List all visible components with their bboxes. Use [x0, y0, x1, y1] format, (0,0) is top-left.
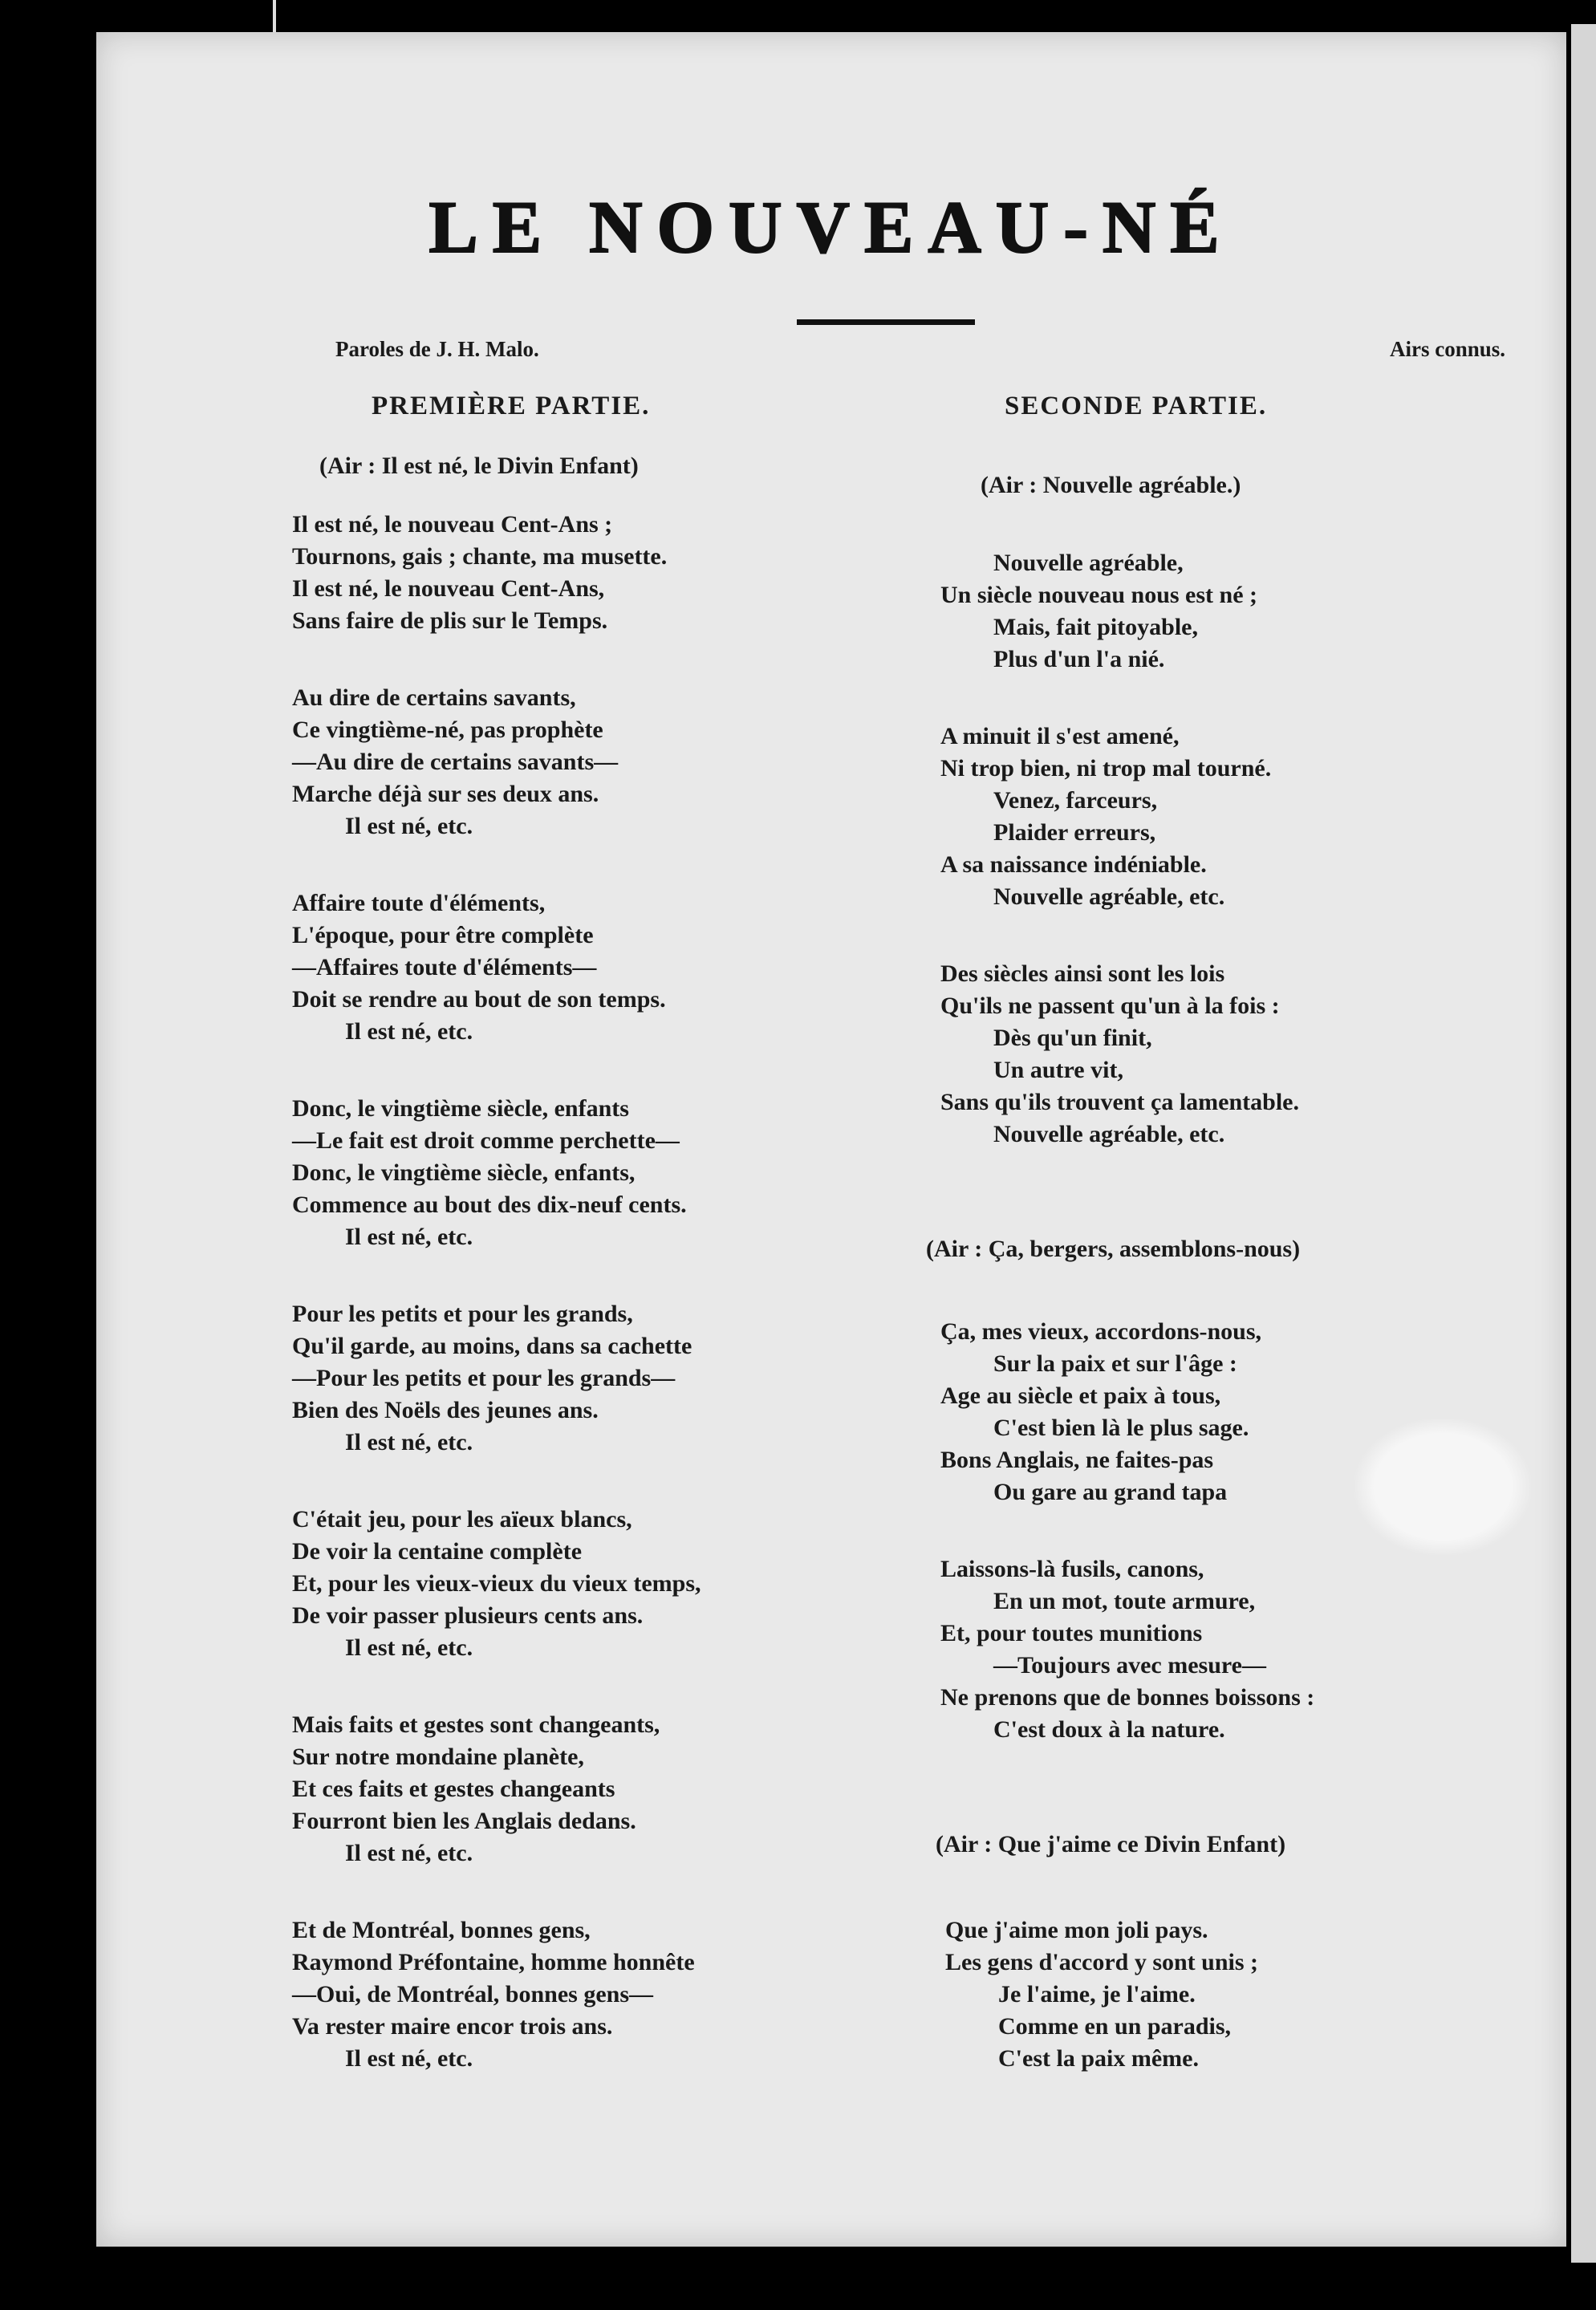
lyric-line: L'époque, pour être complète — [292, 922, 594, 948]
lyric-line: Que j'aime mon joli pays. — [945, 1917, 1208, 1943]
lyric-line: Nouvelle agréable, etc. — [993, 1121, 1225, 1147]
lyric-line: Marche déjà sur ses deux ans. — [292, 781, 599, 807]
lyric-line: Ni trop bien, ni trop mal tourné. — [940, 755, 1272, 782]
lyric-line: Qu'il garde, au moins, dans sa cachette — [292, 1333, 692, 1359]
lyric-line: Les gens d'accord y sont unis ; — [945, 1949, 1259, 1975]
lyric-line: Comme en un paradis, — [998, 2013, 1232, 2040]
lyric-line: Laissons-là fusils, canons, — [940, 1556, 1204, 1582]
lyric-line: —Toujours avec mesure— — [993, 1652, 1266, 1679]
lyric-line: —Affaires toute d'éléments— — [292, 954, 597, 980]
lyric-line: C'était jeu, pour les aïeux blancs, — [292, 1506, 632, 1533]
part2-air-1: (Air : Nouvelle agréable.) — [981, 472, 1241, 498]
stanza-gap — [292, 1664, 701, 1709]
stanza-gap — [940, 1508, 1314, 1553]
lyric-line: Raymond Préfontaine, homme honnête — [292, 1949, 695, 1975]
lyric-line: C'est bien là le plus sage. — [993, 1415, 1249, 1441]
lyric-line: Age au siècle et paix à tous, — [940, 1382, 1221, 1409]
page-title: LE NOUVEAU-NÉ — [428, 186, 1234, 268]
paper-damage-blot — [1354, 1419, 1531, 1555]
stanza-gap — [292, 1870, 701, 1914]
lyrics-credit: Paroles de J. H. Malo. — [335, 337, 539, 361]
lyric-line: Mais faits et gestes sont changeants, — [292, 1711, 660, 1738]
lyric-line: En un mot, toute armure, — [993, 1588, 1256, 1614]
lyric-line: Commence au bout des dix-neuf cents. — [292, 1192, 687, 1218]
stanza-gap — [940, 913, 1299, 958]
lyric-line: C'est doux à la nature. — [993, 1716, 1225, 1743]
lyric-line: C'est la paix même. — [998, 2045, 1199, 2072]
lyric-line: Et ces faits et gestes changeants — [292, 1776, 615, 1802]
lyric-line: Il est né, etc. — [345, 813, 473, 839]
lyric-line: Donc, le vingtième siècle, enfants — [292, 1095, 629, 1122]
lyric-line: Il est né, le nouveau Cent-Ans, — [292, 575, 605, 602]
part2-lyrics-1 — [940, 547, 1299, 1151]
part1-heading: PREMIÈRE PARTIE. — [372, 392, 651, 420]
lyric-line: Bons Anglais, ne faites-pas — [940, 1447, 1214, 1473]
printed-page — [96, 32, 1566, 2247]
lyric-line: Il est né, etc. — [345, 1840, 473, 1866]
lyric-line: Sur notre mondaine planète, — [292, 1744, 584, 1770]
lyric-line: Mais, fait pitoyable, — [993, 614, 1198, 640]
lyric-line: Il est né, etc. — [345, 2045, 473, 2072]
lyric-line: Sans qu'ils trouvent ça lamentable. — [940, 1089, 1299, 1115]
lyric-line: —Oui, de Montréal, bonnes gens— — [292, 1981, 654, 2008]
lyric-line: De voir passer plusieurs cents ans. — [292, 1602, 644, 1629]
lyric-line: Et, pour toutes munitions — [940, 1620, 1203, 1646]
part1-air: (Air : Il est né, le Divin Enfant) — [319, 453, 639, 479]
stanza-gap — [292, 637, 701, 682]
part2-air-3: (Air : Que j'aime ce Divin Enfant) — [936, 1831, 1286, 1857]
lyric-line: Va rester maire encor trois ans. — [292, 2013, 613, 2040]
lyric-line: Nouvelle agréable, — [993, 550, 1184, 576]
lyric-line: Affaire toute d'éléments, — [292, 890, 546, 916]
lyric-line: Il est né, le nouveau Cent-Ans ; — [292, 511, 613, 538]
lyric-line: Bien des Noëls des jeunes ans. — [292, 1397, 599, 1423]
lyric-line: Ou gare au grand tapa — [993, 1479, 1228, 1505]
scan-edge-mark — [273, 0, 276, 32]
lyric-line: Au dire de certains savants, — [292, 684, 576, 711]
lyric-line: Venez, farceurs, — [993, 787, 1158, 814]
lyric-line: Il est né, etc. — [345, 1224, 473, 1250]
lyric-line: —Pour les petits et pour les grands— — [292, 1365, 676, 1391]
title-rule — [797, 319, 975, 325]
lyric-line: —Le fait est droit comme perchette— — [292, 1127, 680, 1154]
part2-heading: SECONDE PARTIE. — [1005, 392, 1268, 420]
lyric-line: Sans faire de plis sur le Temps. — [292, 607, 608, 634]
lyric-line: Un siècle nouveau nous est né ; — [940, 582, 1258, 608]
part2-lyrics-3 — [945, 1914, 1258, 2075]
lyric-line: Ne prenons que de bonnes boissons : — [940, 1684, 1315, 1711]
part2-air-2: (Air : Ça, bergers, assemblons-nous) — [926, 1236, 1301, 1262]
lyric-line: A sa naissance indéniable. — [940, 851, 1207, 878]
lyric-line: Ça, mes vieux, accordons-nous, — [940, 1318, 1262, 1345]
lyric-line: Et de Montréal, bonnes gens, — [292, 1917, 591, 1943]
lyric-line: Plaider erreurs, — [993, 819, 1156, 846]
part1-lyrics — [292, 509, 701, 2075]
stanza-gap — [292, 1253, 701, 1298]
lyric-line: Sur la paix et sur l'âge : — [993, 1350, 1237, 1377]
lyric-line: —Au dire de certains savants— — [292, 749, 619, 775]
lyric-line: Doit se rendre au bout de son temps. — [292, 986, 666, 1013]
lyric-line: Il est né, etc. — [345, 1634, 473, 1661]
lyric-line: Tournons, gais ; chante, ma musette. — [292, 543, 668, 570]
lyric-line: Donc, le vingtième siècle, enfants, — [292, 1159, 636, 1186]
lyric-line: Ce vingtième-né, pas prophète — [292, 717, 603, 743]
lyric-line: A minuit il s'est amené, — [940, 723, 1180, 749]
lyric-line: Dès qu'un finit, — [993, 1025, 1152, 1051]
next-page-edge — [1571, 24, 1596, 2263]
lyric-line: De voir la centaine complète — [292, 1538, 583, 1565]
part2-lyrics-2 — [940, 1316, 1314, 1746]
lyric-line: Un autre vit, — [993, 1057, 1123, 1083]
lyric-line: Plus d'un l'a nié. — [993, 646, 1165, 672]
stanza-gap — [292, 1459, 701, 1504]
stanza-gap — [940, 676, 1299, 721]
lyric-line: Des siècles ainsi sont les lois — [940, 960, 1225, 987]
lyric-line: Nouvelle agréable, etc. — [993, 883, 1225, 910]
lyric-line: Il est né, etc. — [345, 1429, 473, 1455]
lyric-line: Je l'aime, je l'aime. — [998, 1981, 1196, 2008]
lyric-line: Fourront bien les Anglais dedans. — [292, 1808, 636, 1834]
lyric-line: Il est né, etc. — [345, 1018, 473, 1045]
tunes-credit: Airs connus. — [1389, 337, 1505, 361]
stanza-gap — [292, 842, 701, 887]
lyric-line: Qu'ils ne passent qu'un à la fois : — [940, 993, 1280, 1019]
lyric-line: Et, pour les vieux-vieux du vieux temps, — [292, 1570, 701, 1597]
lyric-line: Pour les petits et pour les grands, — [292, 1301, 633, 1327]
stanza-gap — [292, 1048, 701, 1093]
